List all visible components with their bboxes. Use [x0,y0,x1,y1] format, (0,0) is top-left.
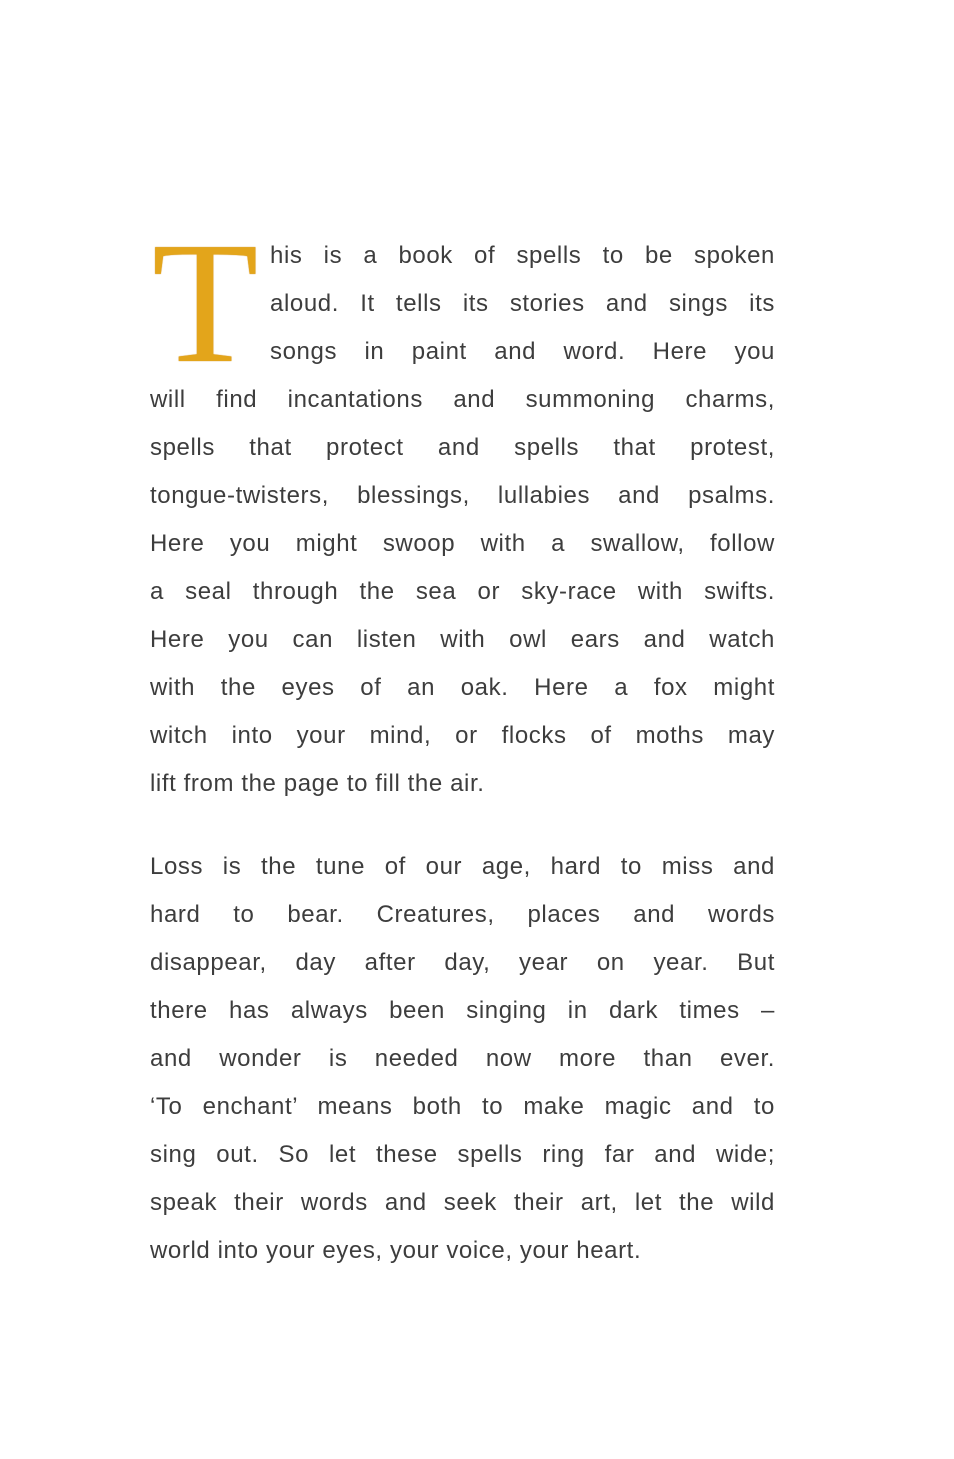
text-line: there has always been singing in dark times – [150,997,775,1024]
text-line: with the eyes of an oak. Here a fox might [150,674,775,701]
dropcap-letter: T [152,206,259,399]
text-line: tongue-twisters, blessings, lullabies and psalms. [150,482,775,509]
dropcap-wrapped-lines [270,232,775,376]
paragraph-body-lines [150,843,775,1227]
text-line: a seal through the sea or sky-race with swifts. [150,578,775,605]
text-line: witch into your mind, or flocks of moths may [150,722,775,749]
text-line: and wonder is needed now more than ever. [150,1045,775,1072]
text-line: songs in paint and word. Here you [270,338,775,365]
paragraph-opening [150,206,775,808]
text-line: his is a book of spells to be spoken [270,242,775,269]
text-line: ‘To enchant’ means both to make magic and to [150,1093,775,1120]
text-line: speak their words and seek their art, let the wild [150,1189,775,1216]
text-line: will find incantations and summoning charms, [150,386,775,413]
text-line: Here you might swoop with a swallow, follow [150,530,775,557]
text-line: Loss is the tune of our age, hard to miss and [150,853,775,880]
paragraph-closing [150,843,775,1275]
text-line: spells that protect and spells that protest, [150,434,775,461]
paragraph-last-line: lift from the page to fill the air. [150,770,485,797]
text-line: aloud. It tells its stories and sings its [270,290,775,317]
text-block [150,206,775,1275]
text-line: hard to bear. Creatures, places and words [150,901,775,928]
text-line: Here you can listen with owl ears and watch [150,626,775,653]
paragraph-last-line: world into your eyes, your voice, your heart. [150,1237,642,1264]
text-line: sing out. So let these spells ring far and wide; [150,1141,775,1168]
text-line: disappear, day after day, year on year. But [150,949,775,976]
paragraph-body-lines [150,376,775,760]
